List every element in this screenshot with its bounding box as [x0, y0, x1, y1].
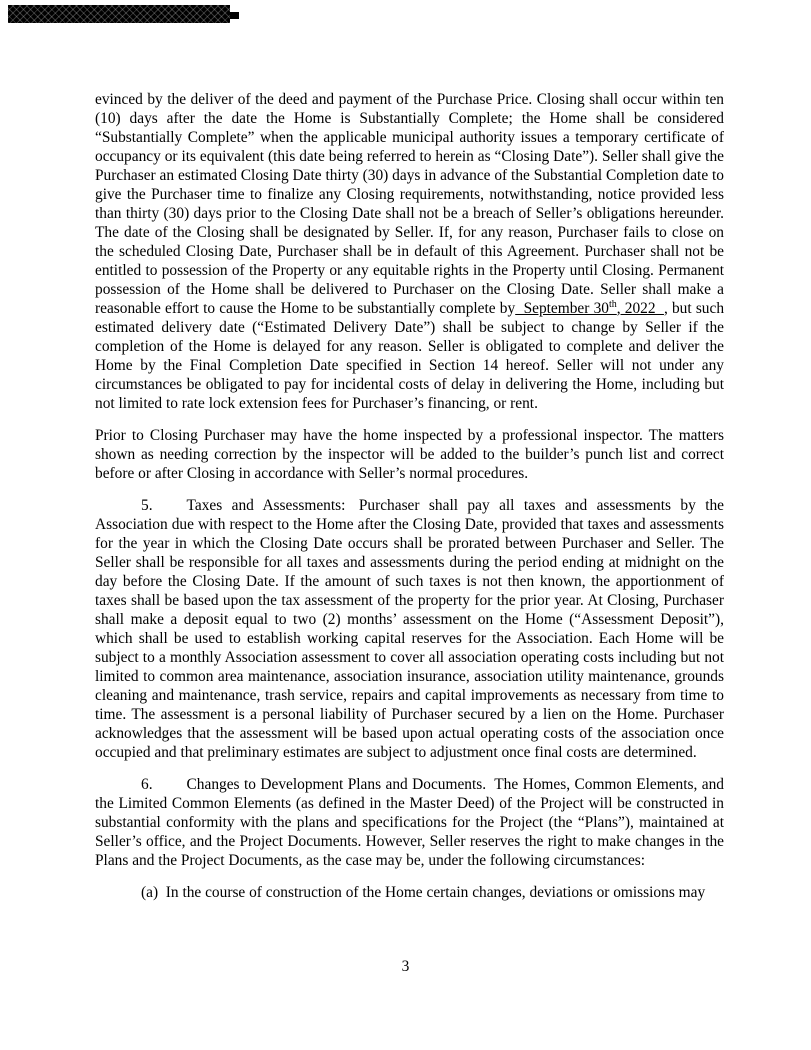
section-number: 6.	[141, 776, 153, 793]
section-6-changes-to-plans	[95, 775, 724, 870]
paragraph-inspection	[95, 426, 724, 483]
section-heading: Changes to Development Plans and Documents.	[186, 776, 487, 793]
clause-text: (a) In the course of construction of the Home certain changes, deviations or omissions may	[141, 884, 706, 901]
document-content	[95, 90, 724, 902]
paragraph-text: evinced by the deliver of the deed and payment of the Purchase Price. Closing shall occur within ten (10) days after the date the Home is Substantially Complete; the Home shall be considered “Substantially Complete” when the applicable municipal authority issues a temporary certificate of occupancy or its equivalent (this date being referred to herein as “Closing Date”). Seller shall give the Purchaser an estimated Closing Date thirty (30) days in advance of the Substantial Completion date to give the Purchaser time to finalize any Closing requirements, notwithstanding, notice provided less than thirty (30) days prior to the Closing Date shall not be a breach of Seller’s obligations hereunder. The date of the Closing shall be designated by Seller. If, for any reason, Purchaser fails to close on the scheduled Closing Date, Purchaser shall be in default of this Agreement. Purchaser shall not be entitled to possession of the Property or any equitable rights in the Property until Closing. Permanent possession of the Home shall be delivered to Purchaser on the Closing Date. Seller shall make a reasonable effort to cause the Home to be substantially complete by	[95, 91, 724, 317]
paragraph-text: , but such estimated delivery date (“Estimated Delivery Date”) shall be subject to change by Seller if the completion of the Home is delayed for any reason. Seller is obligated to complete and deliver the Home by the Final Completion Date specified in Section 14 hereof. Seller will not under any circumstances be obligated to pay for incidental costs of delay in delivering the Home, including but not limited to rate lock extension fees for Purchaser’s financing, or rent.	[95, 300, 725, 412]
page-number: 3	[401, 958, 410, 975]
date-ordinal-suffix: th	[608, 298, 617, 310]
blank-date-text: September 30	[515, 300, 609, 317]
section-heading: Taxes and Assessments:	[186, 497, 346, 514]
redaction-bar	[8, 5, 230, 23]
blank-date-year: , 2022	[616, 300, 664, 317]
section-number: 5.	[141, 497, 153, 514]
filled-blank-delivery-date	[515, 300, 664, 317]
clause-a	[95, 883, 724, 902]
paragraph-closing-terms	[95, 90, 724, 413]
section-5-taxes-and-assessments	[95, 496, 724, 762]
section-body: Purchaser shall pay all taxes and assessments by the Association due with respect to the Home after the Closing Date, provided that taxes and assessments for the year in which the Closing Date occurs shall be prorated between Purchaser and Seller. The Seller shall be responsible for all taxes and assessments during the period ending at midnight on the day before the Closing Date. If the amount of such taxes is not then known, the apportionment of taxes shall be based upon the tax assessment of the property for the prior year. At Closing, Purchaser shall make a deposit equal to two (2) months’ assessment on the Home (“Assessment Deposit”), which shall be used to establish working capital reserves for the Association. Each Home will be subject to a monthly Association assessment to cover all association operating costs including but not limited to common area maintenance, association insurance, association utility maintenance, grounds cleaning and maintenance, trash service, repairs and capital improvements as necessary from time to time. The assessment is a personal liability of Purchaser secured by a lien on the Home. Purchaser acknowledges that the assessment will be based upon actual operating costs of the association once occupied and that preliminary estimates are subject to adjustment once final costs are determined.	[95, 497, 724, 761]
section-body: The Homes, Common Elements, and the Limited Common Elements (as defined in the Master Deed) of the Project will be constructed in substantial conformity with the plans and specifications for the Project (the “Plans”), maintained at Seller’s office, and the Project Documents. However, Seller reserves the right to make changes in the Plans and the Project Documents, as the case may be, under the following circumstances:	[95, 776, 724, 869]
paragraph-text: Prior to Closing Purchaser may have the home inspected by a professional inspector. The matters shown as needing correction by the inspector will be added to the builder’s punch list and correct before or after Closing in accordance with Seller’s normal procedures.	[95, 427, 724, 482]
